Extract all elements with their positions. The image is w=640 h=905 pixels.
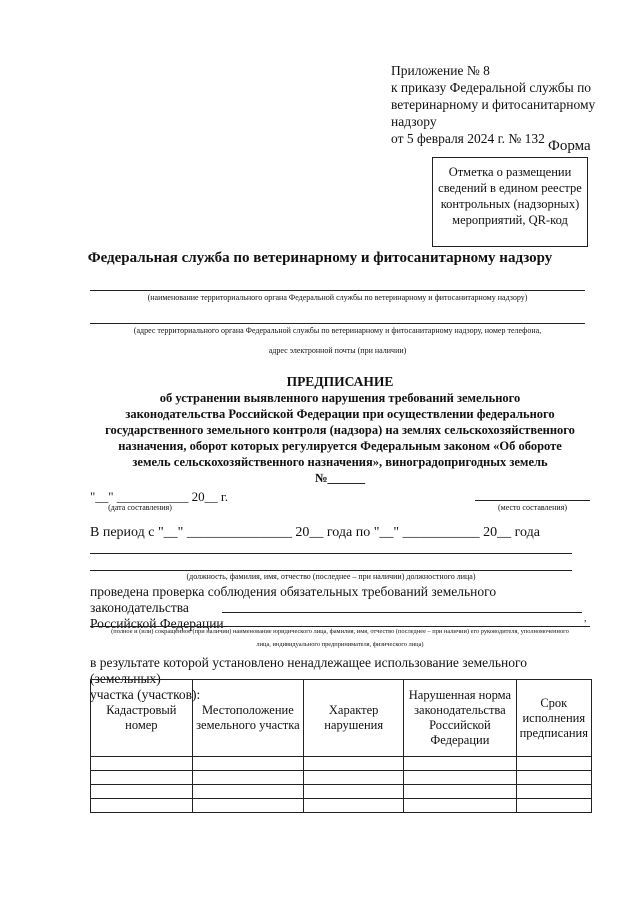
title-line: законодательства Российской Федерации при осуществлении федерального [125, 407, 555, 421]
appendix-line: от 5 февраля 2024 г. № 132 [391, 131, 545, 146]
qr-box-line: мероприятий, QR-код [452, 213, 568, 227]
address-caption: (адрес территориального органа Федеральной службы по ветеринарному и фитосанитарному надзору, номер телефона, [133, 326, 542, 335]
table-row [91, 771, 592, 785]
prescription-number: №______ [314, 471, 366, 485]
qr-box-line: контрольных (надзорных) [440, 197, 580, 211]
official-line-2 [90, 570, 572, 571]
date-caption: (дата составления) [108, 503, 172, 512]
violations-table [90, 679, 592, 813]
territorial-body-line [90, 290, 585, 291]
appendix-line: ветеринарному и фитосанитарному [391, 97, 596, 112]
result-text-line: участка (участков): [90, 687, 201, 702]
check-text [90, 584, 590, 632]
appendix-line: Приложение № 8 [391, 63, 490, 78]
address-caption-2: адрес электронной почты (при наличии) [268, 346, 407, 355]
table-row [91, 785, 592, 799]
column-header-violation-type: Характер нарушения [304, 680, 404, 757]
table-cell [404, 799, 516, 813]
qr-code-box [432, 157, 588, 247]
period-field: В период с "__" _______________ 20__ года по "__" ___________ 20__ года [90, 525, 540, 540]
subject-line-comma: , [584, 613, 587, 624]
table-cell [192, 785, 303, 799]
table-cell [516, 785, 591, 799]
table-cell [91, 799, 193, 813]
table-cell [192, 771, 303, 785]
date-field: "__" ___________ 20__ г. [90, 489, 228, 504]
table-cell [516, 757, 591, 771]
table-cell [404, 771, 516, 785]
table-cell [304, 771, 404, 785]
qr-box-line: Отметка о размещении [448, 165, 572, 179]
title-line: земель сельскохозяйственного назначения», виноградопригодных земель [132, 455, 548, 469]
appendix-line: к приказу Федеральной службы по [391, 80, 592, 95]
form-label: Форма [548, 138, 591, 154]
table-cell [192, 799, 303, 813]
table-row [91, 799, 592, 813]
table-body [91, 757, 592, 813]
table-cell [304, 757, 404, 771]
check-text-line: проведена проверка соблюдения обязательных требований земельного законодательства [90, 584, 497, 615]
official-caption: (должность, фамилия, имя, отчество (последнее – при наличии) должностного лица) [186, 572, 476, 581]
column-header-cadastral-number: Кадастровый номер [91, 680, 193, 757]
check-text-line: Российской Федерации [90, 616, 224, 631]
table-cell [304, 785, 404, 799]
table-cell [516, 771, 591, 785]
column-header-location: Местоположение земельного участка [192, 680, 303, 757]
column-header-violated-norm: Нарушенная норма законодательства Российской Федерации [404, 680, 516, 757]
table-cell [192, 757, 303, 771]
appendix-line: надзору [391, 114, 437, 129]
table-header-row [91, 680, 592, 757]
table-cell [91, 771, 193, 785]
subject-caption: (полное и (или) сокращенное (при наличии) наименование юридического лица, фамилия, имя, отчество (последнее – при наличии) его руководителя, уполномоченного [111, 628, 569, 635]
table-cell [404, 785, 516, 799]
qr-box-line: сведений в едином реестре [438, 181, 582, 195]
table-cell [304, 799, 404, 813]
address-line [90, 323, 585, 324]
title-line: государственного земельного контроля (надзора) на землях сельскохозяйственного [105, 423, 575, 437]
result-text-line: в результате которой установлено ненадлежащее использование земельного (земельных) [90, 655, 527, 686]
official-line-1 [90, 553, 572, 554]
subject-caption-2: лица, индивидуального предпринимателя, физического лица) [256, 641, 424, 648]
subject-line-inline [222, 612, 582, 613]
territorial-body-caption: (наименование территориального органа Федеральной службы по ветеринарному и фитосанитарному надзору) [147, 293, 528, 302]
column-header-deadline: Срок исполнения предписания [516, 680, 591, 757]
table-cell [91, 785, 193, 799]
document-title [60, 374, 620, 486]
table-row [91, 757, 592, 771]
table-cell [91, 757, 193, 771]
place-line [475, 500, 590, 501]
title-line: об устранении выявленного нарушения требований земельного [159, 391, 521, 405]
table-cell [516, 799, 591, 813]
agency-name: Федеральная служба по ветеринарному и фитосанитарному надзору [87, 250, 553, 266]
place-caption: (место составления) [498, 503, 567, 512]
title-main: ПРЕДПИСАНИЕ [286, 374, 394, 389]
appendix-block [391, 62, 631, 147]
title-line: назначения, оборот которых регулируется Федеральным законом «Об обороте [118, 439, 562, 453]
subject-line [90, 626, 590, 627]
table-cell [404, 757, 516, 771]
